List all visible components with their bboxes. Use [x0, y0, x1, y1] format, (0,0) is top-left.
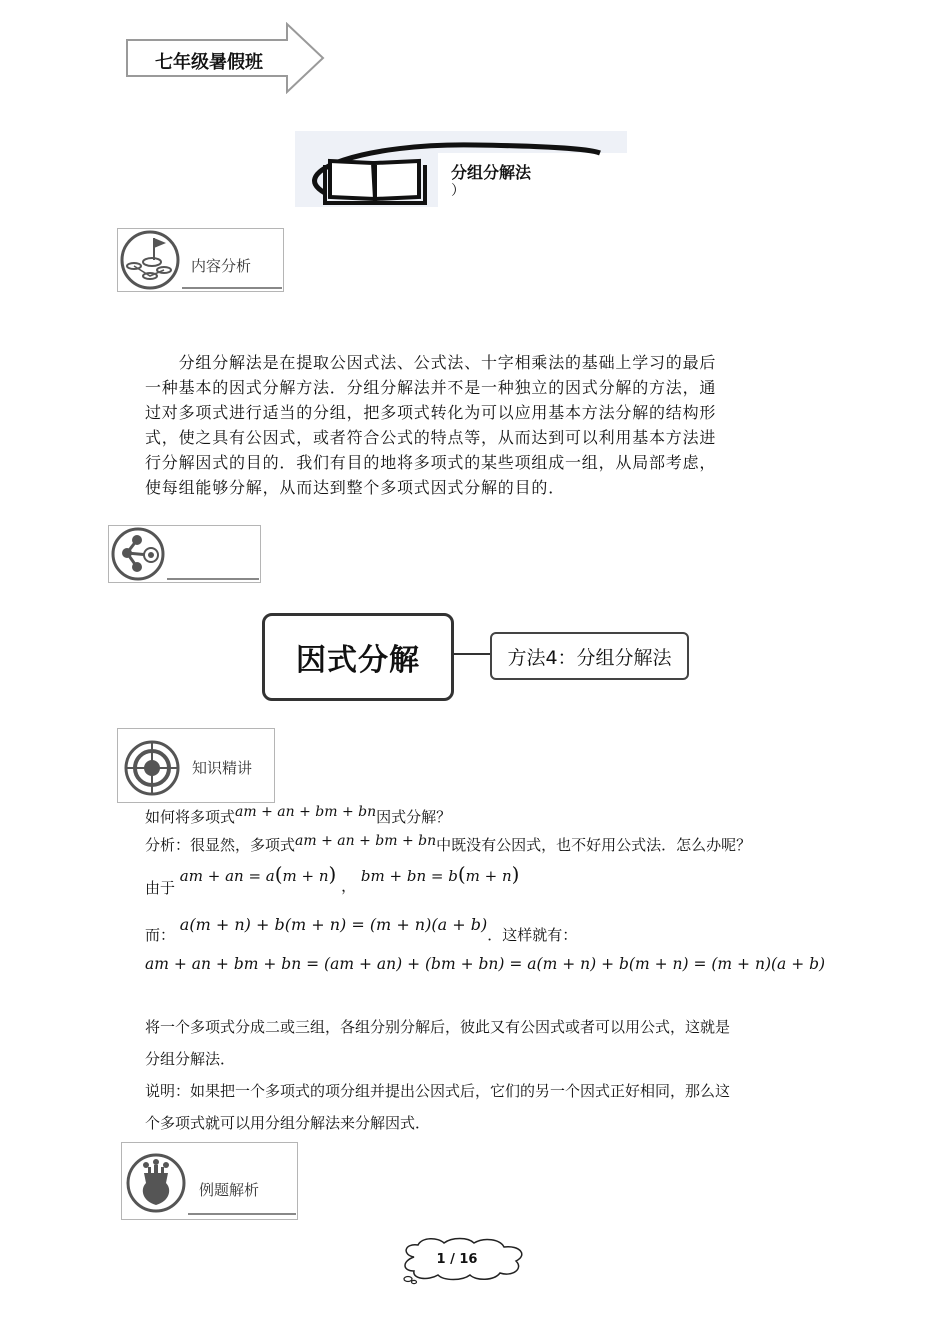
grade-banner: [125, 22, 325, 94]
analysis-prefix: 分析：很显然，多项式: [145, 836, 296, 854]
section-title: 内容分析: [191, 257, 252, 275]
chapter-title-paren: ）: [451, 183, 465, 199]
map-flag-icon: [120, 230, 182, 290]
since-line: [145, 862, 520, 897]
note-line-1: 说明：如果把一个多项式的项分组并提出公因式后，它们的另一个因式正好相同，那么这: [145, 1082, 731, 1100]
page-number: 1 / 16: [436, 1252, 478, 1267]
analysis-line: [145, 834, 751, 855]
paren: (: [457, 862, 466, 886]
target-icon: [124, 739, 182, 797]
share-network-icon: [111, 527, 169, 581]
section-title: 例题解析: [199, 1181, 260, 1199]
chess-king-icon: [126, 1153, 188, 1215]
full-expression: am + an + bm + bn = (am + an) + (bm + bn) = a(m + n) + b(m + n) = (m + n)(a + b): [145, 955, 826, 973]
paren: ): [328, 862, 337, 886]
since-separator: ，: [341, 877, 357, 895]
since-expression-1-lhs: am + an = a: [179, 867, 275, 885]
chapter-header: [295, 131, 627, 207]
mindmap-root-node: 因式分解: [262, 613, 454, 701]
since-expression-2-rhs: m + n: [465, 867, 512, 885]
since-label: 由于: [145, 879, 176, 897]
intro-paragraph: [145, 350, 810, 500]
and-label: 而：: [145, 926, 176, 944]
definition-line-2: 分组分解法．: [145, 1050, 236, 1068]
definition-line-1: 将一个多项式分成二或三组，各组分别分解后，彼此又有公因式或者可以用公式，这就是: [145, 1018, 731, 1036]
section-underline: [167, 578, 259, 580]
section-underline: [182, 287, 282, 289]
paragraph-line: 一种基本的因式分解方法．分组分解法并不是一种独立的因式分解的方法，通: [145, 378, 717, 397]
page-number-badge: [400, 1237, 530, 1285]
since-expression-1: [179, 862, 341, 886]
section-header-content-analysis: [117, 228, 284, 292]
since-expression-1-rhs: m + n: [282, 867, 329, 885]
section-header-examples: [121, 1142, 298, 1220]
question-expression: am + an + bm + bn: [235, 804, 377, 820]
paragraph-line: 式，使之具有公因式，或者符合公式的特点等，从而达到可以利用基本方法进: [145, 428, 717, 447]
section-title: 知识精讲: [192, 759, 253, 777]
paren: (: [274, 862, 283, 886]
chapter-title: 分组分解法: [451, 163, 532, 182]
paren: ): [511, 862, 520, 886]
section-header-knowledge-map: [108, 525, 261, 583]
and-suffix: ．这样就有：: [487, 926, 578, 944]
full-expression-line: [145, 954, 825, 973]
paragraph-line: 分组分解法是在提取公因式法、公式法、十字相乘法的基础上学习的最后: [145, 353, 717, 372]
section-underline: [188, 1213, 296, 1215]
paragraph-line: 使每组能够分解，从而达到整个多项式因式分解的目的．: [145, 478, 566, 497]
section-header-knowledge: [117, 728, 275, 803]
analysis-expression: am + an + bm + bn: [295, 833, 437, 849]
mindmap-connector: [451, 653, 491, 655]
mindmap-child-node: 方法4：分组分解法: [490, 632, 689, 680]
since-expression-2: [360, 862, 520, 886]
question-line: [145, 806, 451, 827]
analysis-suffix: 中既没有公因式，也不好用公式法．怎么办呢？: [436, 836, 752, 854]
question-prefix: 如何将多项式: [145, 808, 236, 826]
since-expression-2-lhs: bm + bn = b: [360, 867, 458, 885]
and-expression: a(m + n) + b(m + n) = (m + n)(a + b): [179, 915, 488, 934]
paragraph-line: 过对多项式进行适当的分组，把多项式转化为可以应用基本方法分解的结构形: [145, 403, 717, 422]
and-line: [145, 914, 578, 944]
question-suffix: 因式分解？: [376, 808, 452, 826]
paragraph-line: 行分解因式的目的．我们有目的地将多项式的某些项组成一组，从局部考虑，: [145, 453, 717, 472]
grade-label: 七年级暑假班: [155, 52, 263, 73]
note-line-2: 个多项式就可以用分组分解法来分解因式．: [145, 1114, 431, 1132]
